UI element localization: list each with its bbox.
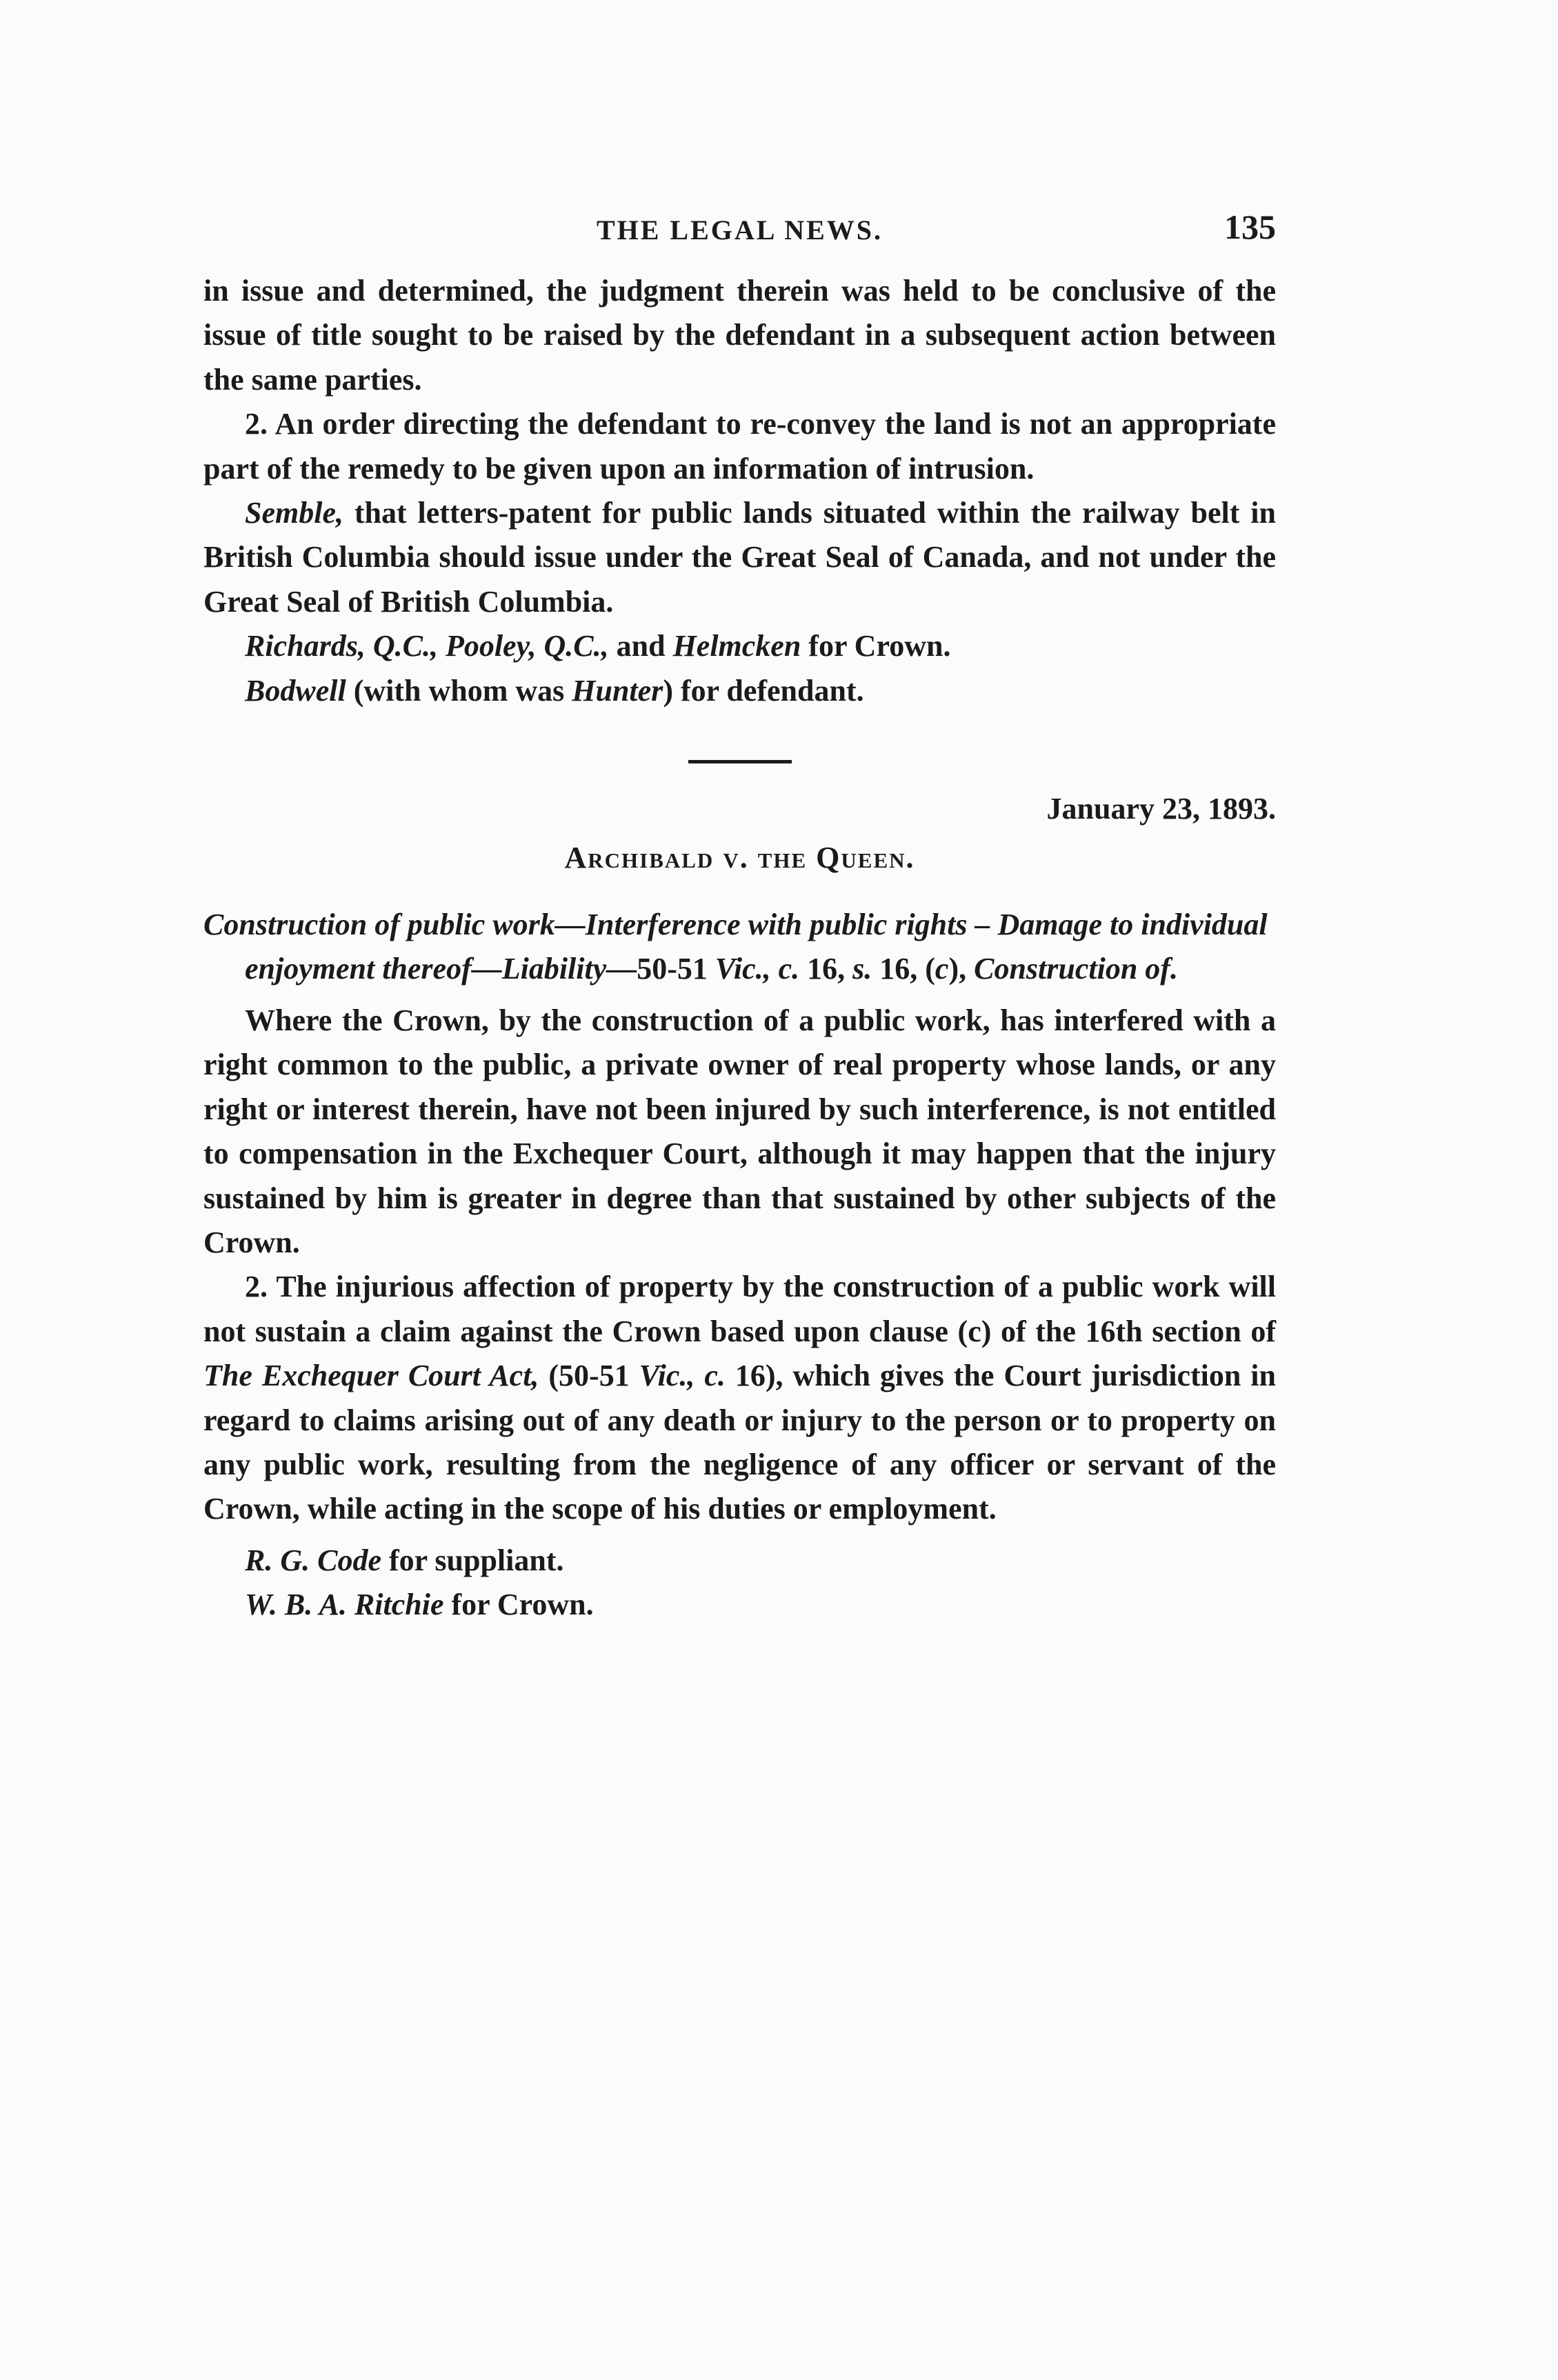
counsel-name: W. B. A. Ritchie — [245, 1588, 444, 1622]
case-date: January 23, 1893. — [1046, 792, 1276, 826]
holding-text: 16), which gives the Court jurisdiction in regard to claims arising out of any death or injury to the person or to property on any public work, resulting from the negligence of any officer or servant of the Crown, while acting in the scope of his duties or employment. — [203, 1359, 1276, 1526]
counsel-text: for suppliant. — [381, 1543, 564, 1577]
counsel-suppliant — [203, 1539, 1276, 1583]
running-title: THE LEGAL NEWS. — [596, 214, 883, 246]
counsel-name: Pooley, Q.C., — [445, 629, 609, 663]
counsel-text: ) for defendant. — [663, 673, 864, 708]
paragraph-reconvey: 2. An order directing the defendant to re-convey the land is not an appropriate part of the remedy to be given upon an information of intrusion. — [203, 407, 1276, 486]
statute-citation: Vic., c. — [639, 1359, 726, 1393]
counsel-text — [438, 629, 446, 663]
case-body — [203, 999, 1276, 1628]
paragraph-holding-2 — [203, 1265, 1276, 1531]
paragraph-issue-determined: in issue and determined, the judgment therein was held to be conclusive of the issue of title sought to be raised by the defendant in a subsequent action between the same parties. — [203, 274, 1276, 397]
section-divider — [688, 760, 792, 763]
counsel-name: Helmcken — [672, 629, 801, 663]
previous-case-continuation — [203, 269, 1276, 713]
counsel-defendant — [203, 669, 1276, 713]
holding-text: (50-51 — [539, 1359, 639, 1393]
headnote-text: Construction of. — [974, 952, 1178, 986]
counsel-name: Hunter — [572, 673, 663, 708]
paragraph-holding-1: Where the Crown, by the construction of a public work, has interfered with a right common to the public, a private owner of real property whose lands, or any right or interest therein, have not been injured by such interference, is not entitled to compensation in the Exchequer Court, although it may happen that the injury sustained by him is greater in degree than that sustained by other subjects of the Crown. — [203, 1003, 1276, 1259]
headnote-text: Vic., c. — [715, 952, 800, 986]
case-title: Archibald v. the Queen. — [564, 841, 915, 875]
headnote-text: Construction of public work—Interference with public rights – Damage to individual enjoyment thereof—Liability— — [203, 908, 1268, 986]
case-headnote — [203, 903, 1276, 992]
counsel-crown-archibald — [203, 1583, 1276, 1627]
headnote-text: s. — [852, 952, 872, 986]
counsel-text: and — [608, 629, 673, 663]
page — [203, 193, 1276, 1628]
paragraph-semble — [203, 491, 1276, 624]
counsel-text: for Crown. — [801, 629, 951, 663]
counsel-name: Richards, Q.C., — [245, 629, 438, 663]
headnote-text: 16, ( — [872, 952, 935, 986]
counsel-text: (with whom was — [346, 673, 572, 708]
page-number: 135 — [1224, 208, 1276, 246]
page-header — [203, 193, 1276, 269]
headnote-text: ), — [948, 952, 975, 986]
headnote-text: 50-51 — [637, 952, 715, 986]
headnote-text: c — [935, 952, 949, 986]
semble-text: that letters-patent for public lands situated within the railway belt in British Columbia should issue under the Great Seal of Canada, and not under the Great Seal of British Columbia. — [203, 496, 1276, 619]
statute-name: The Exchequer Court Act, — [203, 1359, 539, 1393]
semble-word: Semble, — [245, 496, 343, 530]
counsel-text: for Crown. — [443, 1588, 594, 1622]
counsel-name: Bodwell — [245, 673, 346, 708]
counsel-name: R. G. Code — [245, 1543, 381, 1577]
counsel-crown — [203, 624, 1276, 668]
holding-text: 2. The injurious affection of property by the construction of a public work will not sustain a claim against the Crown based upon clause (c) of the 16th section of — [203, 1270, 1276, 1348]
headnote-text: 16, — [799, 952, 853, 986]
